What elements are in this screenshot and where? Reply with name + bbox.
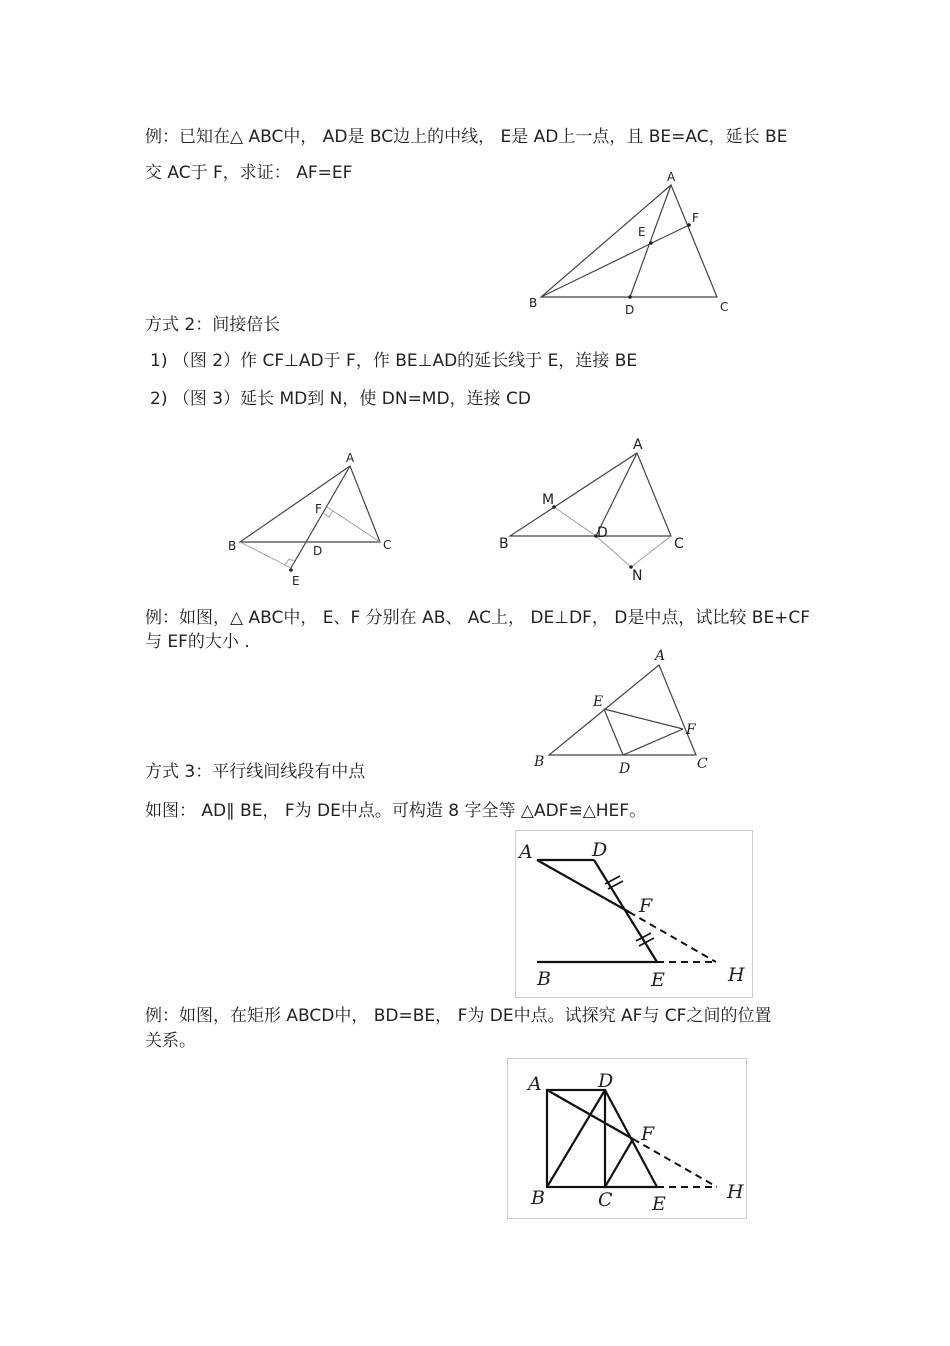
fig1-label-D: D	[625, 303, 635, 317]
fig4-label-D: D	[619, 761, 631, 775]
problem-1-line-2: 交 AC于 F，求证： AF=EF	[145, 163, 353, 183]
fig3-label-A: A	[633, 437, 643, 453]
figure-5-eight-shape	[514, 830, 754, 1000]
figure-6-rectangle	[505, 1056, 750, 1221]
fig6-label-C: C	[598, 1189, 613, 1211]
fig4-label-A: A	[655, 648, 666, 664]
fig5-label-A: A	[519, 841, 533, 863]
fig3-label-M: M	[542, 492, 555, 508]
fig6-label-F: F	[641, 1123, 655, 1145]
fig6-label-A: A	[528, 1073, 542, 1095]
fig2-label-B: B	[228, 539, 237, 553]
fig1-label-A: A	[667, 170, 676, 184]
fig3-label-C: C	[674, 536, 684, 552]
fig6-label-E: E	[652, 1193, 666, 1215]
fig5-label-F: F	[639, 895, 653, 917]
fig3-label-N: N	[632, 568, 643, 584]
problem-3-line-2: 关系。	[145, 1031, 196, 1051]
problem-3-line-1: 例：如图，在矩形 ABCD中， BD=BE， F为 DE中点。试探究 AF与 CF之间的位置	[145, 1006, 772, 1026]
fig1-label-B: B	[529, 296, 538, 310]
fig1-label-C: C	[720, 300, 729, 314]
fig4-label-F: F	[686, 722, 696, 738]
method-3-heading: 方式 3：平行线间线段有中点	[145, 762, 366, 782]
method-2-step-2: 2) （图 3）延长 MD到 N，使 DN=MD，连接 CD	[150, 389, 531, 409]
fig4-label-E: E	[593, 694, 604, 710]
fig1-label-F: F	[692, 211, 699, 225]
fig5-label-D: D	[592, 839, 608, 861]
fig6-label-H: H	[727, 1181, 744, 1203]
method-2-step-1: 1) （图 2）作 CF⊥AD于 F，作 BE⊥AD的延长线于 E，连接 BE	[150, 351, 638, 371]
figure-1-triangle-median	[520, 165, 750, 325]
fig2-label-A: A	[346, 451, 355, 465]
fig4-label-B: B	[534, 754, 545, 770]
method-3-description: 如图： AD∥ BE， F为 DE中点。可构造 8 字全等 △ADF≌△HEF。	[145, 801, 647, 821]
fig3-label-B: B	[499, 536, 509, 552]
method-2-heading: 方式 2：间接倍长	[145, 315, 281, 335]
problem-2-line-1: 例：如图，△ ABC中， E、F 分别在 AB、 AC上， DE⊥DF， D是中点，试比较 BE+CF	[145, 608, 811, 628]
fig2-label-F: F	[315, 502, 322, 516]
problem-2-line-2: 与 EF的大小 .	[145, 632, 250, 652]
fig5-label-B: B	[537, 968, 551, 990]
problem-1-line-1: 例：已知在△ ABC中， AD是 BC边上的中线， E是 AD上一点，且 BE=AC，延长 BE	[145, 127, 788, 147]
fig2-label-C: C	[383, 538, 392, 552]
fig5-label-H: H	[728, 964, 745, 986]
fig5-label-E: E	[651, 969, 665, 991]
fig6-label-D: D	[598, 1070, 614, 1092]
fig3-label-D: D	[597, 525, 608, 541]
fig6-label-B: B	[531, 1187, 545, 1209]
fig2-label-E: E	[292, 574, 300, 588]
figure-3-extend-md	[495, 430, 705, 590]
fig4-label-C: C	[697, 756, 708, 772]
figure-2-perpendiculars	[220, 445, 410, 590]
fig2-label-D: D	[313, 544, 323, 558]
fig1-label-E: E	[638, 225, 646, 239]
figure-4-de-perp-df	[530, 645, 715, 775]
